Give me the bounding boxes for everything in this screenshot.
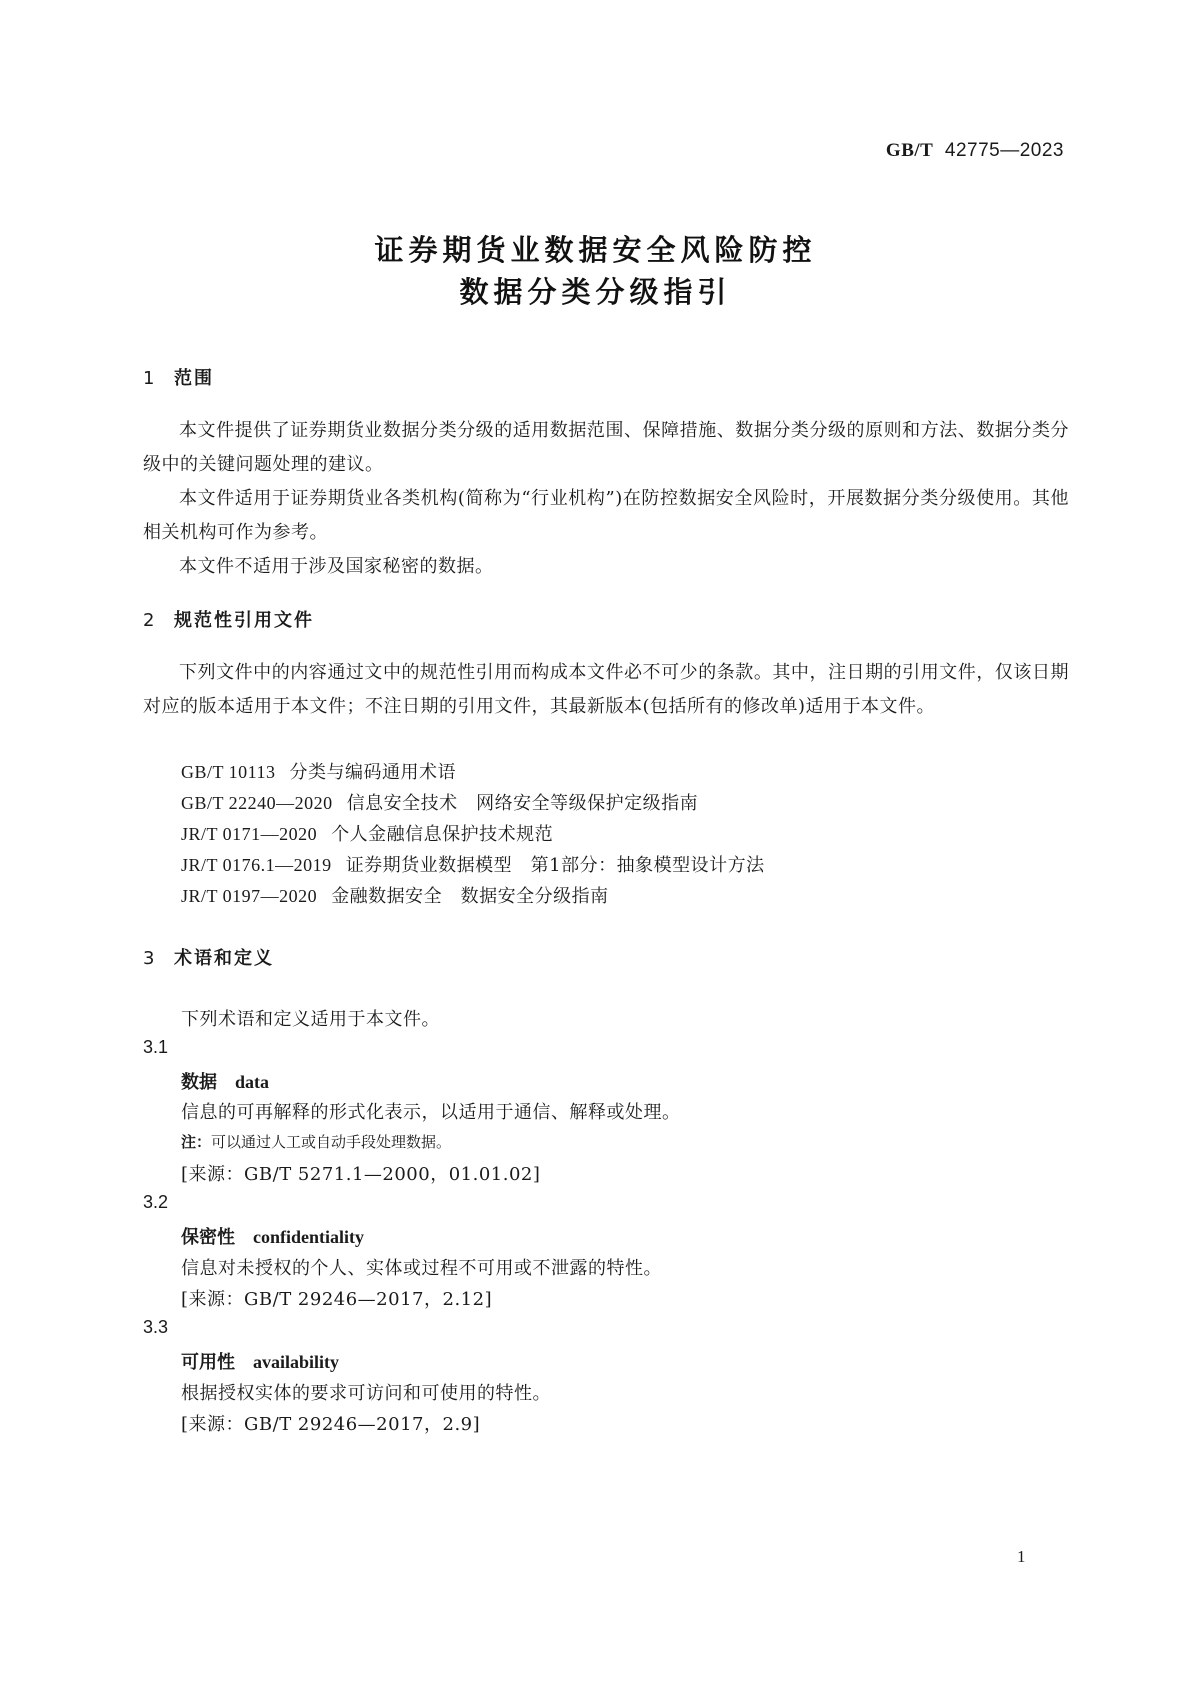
- term-zh: 可用性: [181, 1352, 235, 1373]
- scope-paragraph-1: 本文件提供了证券期货业数据分类分级的适用数据范围、保障措施、数据分类分级的原则和方法、数据分类分级中的关键问题处理的建议。: [143, 420, 1069, 475]
- section-heading-scope: [143, 364, 214, 390]
- reference-code: JR/T 0176.1—2019: [181, 855, 332, 875]
- term-zh: 数据: [181, 1072, 217, 1093]
- reference-code: JR/T 0197—2020: [181, 886, 318, 906]
- term-definition: 根据授权实体的要求可访问和可使用的特性。: [181, 1383, 551, 1404]
- reference-title: 证券期货业数据模型 第1部分：抽象模型设计方法: [345, 855, 765, 876]
- note-label: 注：: [181, 1133, 212, 1151]
- references-intro: 下列文件中的内容通过文中的规范性引用而构成本文件必不可少的条款。其中，注日期的引用文件，仅该日期对应的版本适用于本文件；不注日期的引用文件，其最新版本(包括所有的修改单)适用于本文件。: [143, 662, 1069, 717]
- document-title-line2: 数据分类分级指引: [459, 275, 732, 309]
- reference-code: JR/T 0171—2020: [181, 824, 318, 844]
- term-zh: 保密性: [181, 1227, 235, 1248]
- section-number: 2: [143, 610, 157, 631]
- reference-title: 金融数据安全 数据安全分级指南: [331, 886, 609, 907]
- section-title: 范围: [174, 368, 214, 389]
- term-name: [181, 1068, 269, 1094]
- document-title-line1: 证券期货业数据安全风险防控: [374, 233, 817, 267]
- reference-item: [181, 820, 553, 846]
- standard-code-prefix: GB/T: [885, 140, 934, 161]
- section-heading-normative-references: [143, 606, 314, 632]
- note-text: 可以通过人工或自动手段处理数据。: [211, 1133, 452, 1151]
- section-title: 规范性引用文件: [174, 610, 314, 631]
- term-source: [来源：GB/T 5271.1—2000，01.01.02]: [181, 1164, 541, 1185]
- term-source: [来源：GB/T 29246—2017，2.12]: [181, 1289, 493, 1310]
- reference-title: 个人金融信息保护技术规范: [331, 824, 554, 845]
- reference-code: GB/T 10113: [181, 762, 276, 782]
- reference-code: GB/T 22240—2020: [181, 793, 333, 813]
- term-number: 3.3: [143, 1317, 169, 1337]
- reference-item: [181, 882, 609, 908]
- term-en: availability: [253, 1352, 340, 1372]
- term-note: [181, 1131, 451, 1152]
- page-number: 1: [1017, 1547, 1026, 1566]
- term-name: [181, 1348, 339, 1374]
- terms-intro: 下列术语和定义适用于本文件。: [181, 1009, 440, 1030]
- term-en: confidentiality: [253, 1227, 364, 1247]
- reference-title: 信息安全技术 网络安全等级保护定级指南: [346, 793, 699, 814]
- reference-item: [181, 851, 765, 877]
- section-number: 3: [143, 948, 157, 969]
- section-number: 1: [143, 368, 157, 389]
- section-heading-terms: [143, 944, 274, 970]
- term-definition: 信息对未授权的个人、实体或过程不可用或不泄露的特性。: [181, 1258, 662, 1279]
- section-title: 术语和定义: [174, 948, 274, 969]
- scope-paragraph-2: 本文件适用于证券期货业各类机构(简称为“行业机构”)在防控数据安全风险时，开展数据分类分级使用。其他相关机构可作为参考。: [143, 488, 1069, 543]
- term-en: data: [235, 1072, 270, 1092]
- term-name: [181, 1223, 364, 1249]
- reference-item: [181, 758, 456, 784]
- standard-code: [886, 140, 1064, 162]
- term-number: 3.2: [143, 1192, 169, 1212]
- standard-code-number: 42775—2023: [944, 140, 1064, 161]
- reference-item: [181, 789, 698, 815]
- term-definition: 信息的可再解释的形式化表示，以适用于通信、解释或处理。: [181, 1102, 681, 1123]
- scope-paragraph-3: 本文件不适用于涉及国家秘密的数据。: [179, 556, 494, 577]
- reference-title: 分类与编码通用术语: [289, 762, 457, 783]
- term-source: [来源：GB/T 29246—2017，2.9]: [181, 1414, 481, 1435]
- term-number: 3.1: [143, 1037, 169, 1057]
